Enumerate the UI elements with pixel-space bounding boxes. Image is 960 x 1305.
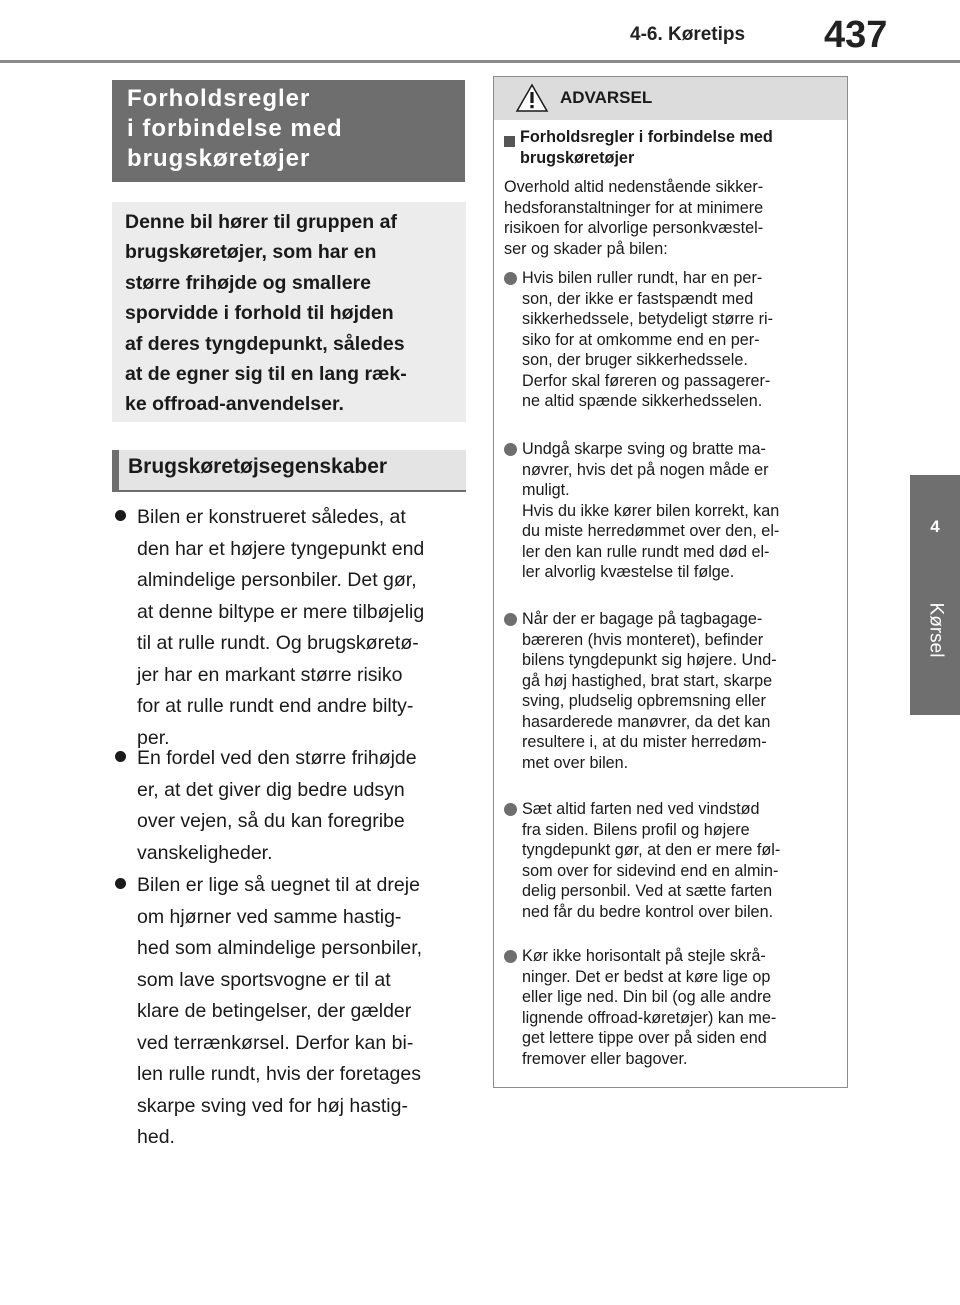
chapter-tab-label: Kørsel (925, 602, 946, 658)
section-heading-text: Brugskøretøjsegenskaber (128, 455, 388, 478)
chapter-tab-label-wrap (910, 585, 960, 675)
bullet-text: Bilen er lige så uegnet til at dreje om hjørner ved samme hastig- hed som almindelige personbiler, som lave sportsvogne er til at klare de betingelser, der gælder ved terrænkørsel. Derfor kan bi- len rulle rundt, hvis der foretages skarpe sving ved for høj hastig- hed. (137, 874, 423, 1148)
page-number: 437 (824, 14, 888, 56)
title-box (112, 80, 465, 182)
warning-header (494, 77, 847, 120)
warning-item-text: Sæt altid farten ned ved vindstød fra siden. Bilens profil og højere tyngdepunkt gør, at den er mere føl- som over for sidevind end en almin- delig personbil. Ved at sætte farten ned får du bedre kontrol over bilen. (522, 800, 781, 921)
section-heading (112, 450, 466, 492)
warning-lead: Overhold altid nedenstående sikker- hedsforanstaltninger for at minimere risikoen for alvorlige personkvæstel- ser og skader på bilen: (504, 178, 764, 258)
section-header: 4-6. Køretips (630, 24, 746, 45)
bullet-dot-icon (115, 510, 126, 521)
warning-triangle-icon (515, 83, 549, 113)
bullet-text: En fordel ved den større frihøjde er, at det giver dig bedre udsyn over vejen, så du kan foregribe vanskeligheder. (137, 747, 417, 864)
bullet-text: Bilen er konstrueret således, at den har et højere tyngepunkt end almindelige personbiler. Det gør, at denne biltype er mere tilbøjelig til at rulle rundt. Og brugskøretø- jer har en markant større risiko for at rulle rundt end andre bilty- per. (137, 506, 425, 749)
circle-bullet-icon (504, 803, 517, 816)
warning-item-text: Hvis bilen ruller rundt, har en per- son, der ikke er fastspændt med sikkerhedssele, betydeligt større ri- siko for at omkomme end en per- son, der bruger sikkerhedssele. Derfor skal føreren og passagerer- ne altid spænde sikkerhedsselen. (522, 269, 773, 410)
bullet-dot-icon (115, 751, 126, 762)
chapter-tab-number: 4 (930, 517, 940, 536)
circle-bullet-icon (504, 950, 517, 963)
title-text: Forholdsregler i forbindelse med brugskøretøjer (127, 85, 343, 172)
warning-title: ADVARSEL (560, 88, 653, 107)
warning-item-text: Undgå skarpe sving og bratte ma- nøvrer, hvis det på nogen måde er muligt. Hvis du ikke kører bilen korrekt, kan du miste herredømmet over den, el- ler den kan rulle rundt med død el- ler alvorlig kvæstelse til følge. (522, 440, 780, 581)
header-rule (0, 60, 960, 63)
warning-item-text: Når der er bagage på tagbagage- bæreren (hvis monteret), befinder bilens tyngdepunkt sig højere. Und- gå høj hastighed, brat start, skarpe sving, pludselig opbremsning eller hasarderede manøvrer, da det kan resultere i, at du mister herredøm- met over bilen. (522, 610, 777, 772)
bullet-dot-icon (115, 878, 126, 889)
warning-box (493, 76, 848, 1088)
circle-bullet-icon (504, 443, 517, 456)
intro-text: Denne bil hører til gruppen af brugskøretøjer, som har en større frihøjde og smallere sporvidde i forhold til højden af deres tyngdepunkt, således at de egner sig til en lang ræk- ke offroad-anvendelser. (125, 211, 407, 416)
circle-bullet-icon (504, 613, 517, 626)
square-bullet-icon (504, 136, 515, 147)
intro-box (112, 202, 466, 422)
circle-bullet-icon (504, 272, 517, 285)
warning-subheading: Forholdsregler i forbindelse med brugskøretøjer (520, 128, 773, 167)
warning-item-text: Kør ikke horisontalt på stejle skrå- ninger. Det er bedst at køre lige op eller lige ned. Din bil (og alle andre lignende offroad-køretøjer) kan me- get lettere tippe over på siden end fremover eller bagover. (522, 947, 777, 1068)
